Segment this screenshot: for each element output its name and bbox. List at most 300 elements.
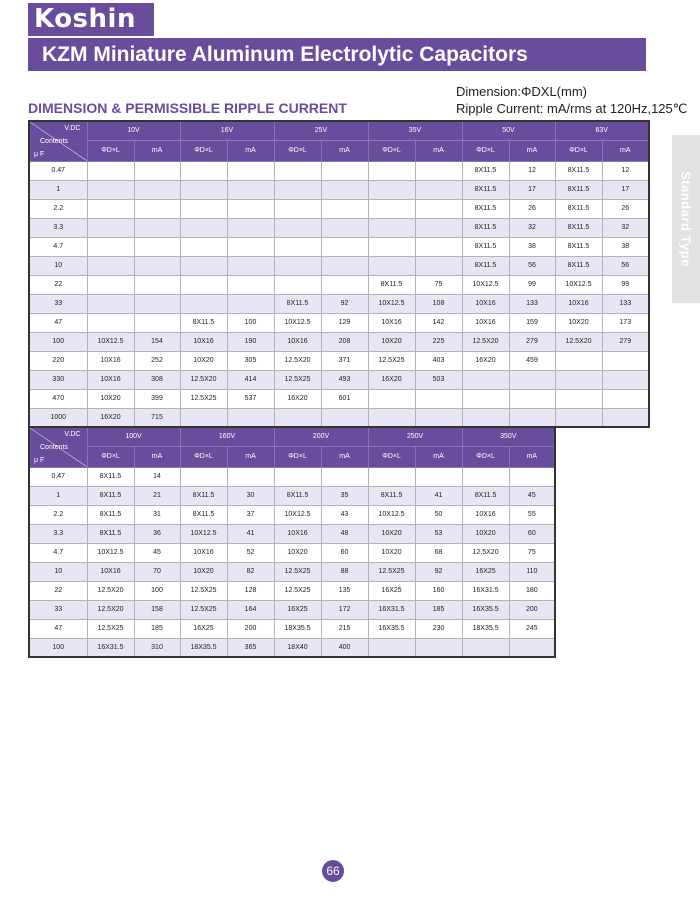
dimension-cell bbox=[180, 256, 227, 275]
table-row bbox=[29, 467, 555, 486]
ripple-current-cell: 75 bbox=[415, 275, 462, 294]
dimension-cell: 12.5X25 bbox=[180, 600, 227, 619]
dimension-cell bbox=[368, 467, 415, 486]
dimension-cell bbox=[274, 275, 321, 294]
dimension-cell bbox=[462, 389, 509, 408]
dimension-cell bbox=[180, 275, 227, 294]
dimension-cell: 12.5X25 bbox=[368, 562, 415, 581]
ripple-current-cell: 56 bbox=[602, 256, 649, 275]
dimension-cell: 10X16 bbox=[368, 313, 415, 332]
dimension-cell: 8X11.5 bbox=[462, 218, 509, 237]
ripple-current-cell: 252 bbox=[134, 351, 180, 370]
dimension-cell: 12.5X25 bbox=[274, 370, 321, 389]
dimension-column-header: ΦD×L bbox=[274, 140, 321, 161]
ripple-current-cell: 30 bbox=[227, 486, 274, 505]
ripple-current-cell: 17 bbox=[509, 180, 555, 199]
capacitance-cell: 220 bbox=[29, 351, 87, 370]
ripple-current-cell: 100 bbox=[134, 581, 180, 600]
dimension-cell bbox=[274, 408, 321, 427]
voltage-header: 10V bbox=[87, 121, 180, 140]
ripple-current-cell: 493 bbox=[321, 370, 368, 389]
dimension-cell: 10X20 bbox=[368, 332, 415, 351]
ripple-current-cell: 31 bbox=[134, 505, 180, 524]
dimension-cell: 16X25 bbox=[180, 619, 227, 638]
corner-vdc-label: V.DC bbox=[64, 125, 81, 132]
dimension-cell bbox=[368, 237, 415, 256]
ripple-current-cell: 400 bbox=[321, 638, 368, 657]
dimension-cell bbox=[462, 408, 509, 427]
table-row bbox=[29, 486, 555, 505]
voltage-header: 35V bbox=[368, 121, 462, 140]
dimension-column-header: ΦD×L bbox=[87, 446, 134, 467]
corner-contents-label: Contents bbox=[40, 138, 69, 145]
ripple-current-cell bbox=[602, 351, 649, 370]
table-row bbox=[29, 199, 649, 218]
dimension-cell: 8X11.5 bbox=[462, 199, 509, 218]
ripple-current-cell bbox=[227, 237, 274, 256]
capacitance-cell: 33 bbox=[29, 600, 87, 619]
ripple-current-cell: 55 bbox=[509, 505, 555, 524]
ripple-current-cell: 45 bbox=[509, 486, 555, 505]
table-body bbox=[29, 161, 649, 427]
dimension-cell: 10X16 bbox=[274, 332, 321, 351]
ripple-current-cell: 503 bbox=[415, 370, 462, 389]
table-row bbox=[29, 638, 555, 657]
dimension-cell: 10X12.5 bbox=[368, 294, 415, 313]
sub-header-row bbox=[29, 446, 555, 467]
dimension-cell: 10X20 bbox=[368, 543, 415, 562]
ripple-current-cell: 82 bbox=[227, 562, 274, 581]
table-row bbox=[29, 313, 649, 332]
ripple-current-cell: 88 bbox=[321, 562, 368, 581]
dimension-cell: 8X11.5 bbox=[462, 256, 509, 275]
dimension-cell: 8X11.5 bbox=[555, 256, 602, 275]
ripple-current-cell bbox=[227, 408, 274, 427]
ripple-current-cell: 537 bbox=[227, 389, 274, 408]
ripple-current-cell: 142 bbox=[415, 313, 462, 332]
dimension-cell bbox=[368, 199, 415, 218]
ripple-current-cell bbox=[227, 180, 274, 199]
dimension-cell: 10X12.5 bbox=[274, 505, 321, 524]
ripple-current-cell: 160 bbox=[415, 581, 462, 600]
table-row bbox=[29, 294, 649, 313]
ripple-current-cell: 60 bbox=[321, 543, 368, 562]
ripple-current-cell bbox=[321, 218, 368, 237]
dimension-cell: 16X25 bbox=[274, 600, 321, 619]
capacitance-cell: 10 bbox=[29, 562, 87, 581]
ripple-current-cell bbox=[227, 467, 274, 486]
dimension-cell: 8X11.5 bbox=[87, 467, 134, 486]
ripple-current-cell: 403 bbox=[415, 351, 462, 370]
voltage-header: 100V bbox=[87, 427, 180, 446]
dimension-cell bbox=[180, 218, 227, 237]
dimension-label: Dimension:ΦDXL(mm) bbox=[456, 84, 588, 99]
capacitance-cell: 33 bbox=[29, 294, 87, 313]
ripple-current-cell: 56 bbox=[509, 256, 555, 275]
dimension-cell: 8X11.5 bbox=[368, 275, 415, 294]
voltage-header: 350V bbox=[462, 427, 555, 446]
dimension-cell: 12.5X25 bbox=[274, 581, 321, 600]
ripple-current-label: Ripple Current: mA/rms at 120Hz,125℃ bbox=[456, 101, 688, 116]
dimension-cell: 10X20 bbox=[462, 524, 509, 543]
ripple-current-cell bbox=[227, 199, 274, 218]
dimension-cell bbox=[274, 218, 321, 237]
dimension-cell: 10X12.5 bbox=[87, 543, 134, 562]
capacitance-cell: 4.7 bbox=[29, 543, 87, 562]
capacitance-cell: 2.2 bbox=[29, 505, 87, 524]
ripple-current-cell: 99 bbox=[602, 275, 649, 294]
dimension-cell: 10X16 bbox=[87, 370, 134, 389]
ripple-current-cell: 41 bbox=[227, 524, 274, 543]
dimension-cell: 8X11.5 bbox=[555, 199, 602, 218]
dimension-cell bbox=[87, 161, 134, 180]
dimension-cell: 8X11.5 bbox=[555, 237, 602, 256]
dimension-cell: 8X11.5 bbox=[87, 486, 134, 505]
dimension-cell: 12.5X20 bbox=[274, 351, 321, 370]
ripple-current-cell: 279 bbox=[602, 332, 649, 351]
ripple-table-low-voltage bbox=[28, 120, 650, 428]
dimension-cell: 8X11.5 bbox=[180, 505, 227, 524]
ripple-column-header: mA bbox=[509, 140, 555, 161]
ripple-current-cell: 133 bbox=[509, 294, 555, 313]
ripple-current-cell bbox=[321, 199, 368, 218]
dimension-cell bbox=[462, 638, 509, 657]
ripple-current-cell: 128 bbox=[227, 581, 274, 600]
dimension-cell: 12.5X25 bbox=[368, 351, 415, 370]
ripple-column-header: mA bbox=[602, 140, 649, 161]
dimension-cell: 10X20 bbox=[555, 313, 602, 332]
ripple-current-cell: 279 bbox=[509, 332, 555, 351]
dimension-cell: 12.5X25 bbox=[87, 619, 134, 638]
ripple-current-cell: 60 bbox=[509, 524, 555, 543]
ripple-current-cell: 37 bbox=[227, 505, 274, 524]
dimension-column-header: ΦD×L bbox=[87, 140, 134, 161]
corner-uf-label: μ F bbox=[34, 456, 45, 464]
ripple-current-cell: 35 bbox=[321, 486, 368, 505]
dimension-cell: 16X31.5 bbox=[462, 581, 509, 600]
dimension-cell bbox=[555, 408, 602, 427]
table-row bbox=[29, 370, 649, 389]
dimension-cell: 12.5X20 bbox=[180, 370, 227, 389]
ripple-current-cell bbox=[134, 218, 180, 237]
ripple-current-cell: 38 bbox=[602, 237, 649, 256]
dimension-cell bbox=[180, 237, 227, 256]
ripple-current-cell bbox=[415, 199, 462, 218]
capacitance-cell: 1000 bbox=[29, 408, 87, 427]
ripple-current-cell: 26 bbox=[602, 199, 649, 218]
ripple-column-header: mA bbox=[321, 140, 368, 161]
ripple-current-cell: 172 bbox=[321, 600, 368, 619]
capacitance-cell: 0.47 bbox=[29, 467, 87, 486]
ripple-column-header: mA bbox=[134, 446, 180, 467]
voltage-header: 16V bbox=[180, 121, 274, 140]
ripple-current-cell: 185 bbox=[415, 600, 462, 619]
ripple-current-cell: 99 bbox=[509, 275, 555, 294]
dimension-cell bbox=[180, 180, 227, 199]
table-row bbox=[29, 237, 649, 256]
ripple-current-cell: 100 bbox=[227, 313, 274, 332]
ripple-current-cell: 158 bbox=[134, 600, 180, 619]
ripple-current-cell: 225 bbox=[415, 332, 462, 351]
ripple-table-high-voltage bbox=[28, 426, 556, 658]
dimension-cell bbox=[274, 237, 321, 256]
dimension-cell: 8X11.5 bbox=[462, 486, 509, 505]
dimension-column-header: ΦD×L bbox=[368, 140, 415, 161]
capacitance-cell: 47 bbox=[29, 619, 87, 638]
dimension-cell: 18X35.5 bbox=[274, 619, 321, 638]
capacitance-cell: 470 bbox=[29, 389, 87, 408]
ripple-current-cell: 38 bbox=[509, 237, 555, 256]
ripple-current-cell: 92 bbox=[415, 562, 462, 581]
dimension-cell: 12.5X25 bbox=[274, 562, 321, 581]
dimension-cell: 10X16 bbox=[555, 294, 602, 313]
table-row bbox=[29, 619, 555, 638]
voltage-header-row bbox=[29, 121, 649, 140]
dimension-cell bbox=[87, 256, 134, 275]
table-row bbox=[29, 543, 555, 562]
ripple-current-cell: 459 bbox=[509, 351, 555, 370]
dimension-cell: 10X16 bbox=[180, 543, 227, 562]
voltage-header: 50V bbox=[462, 121, 555, 140]
ripple-current-cell bbox=[134, 256, 180, 275]
table-body bbox=[29, 467, 555, 657]
ripple-current-cell: 36 bbox=[134, 524, 180, 543]
ripple-current-cell bbox=[321, 237, 368, 256]
dimension-cell: 10X12.5 bbox=[462, 275, 509, 294]
ripple-current-cell bbox=[602, 389, 649, 408]
ripple-current-cell: 53 bbox=[415, 524, 462, 543]
dimension-column-header: ΦD×L bbox=[368, 446, 415, 467]
capacitance-cell: 10 bbox=[29, 256, 87, 275]
dimension-cell: 10X16 bbox=[180, 332, 227, 351]
ripple-current-cell bbox=[415, 638, 462, 657]
dimension-cell: 10X16 bbox=[274, 524, 321, 543]
ripple-current-cell bbox=[134, 161, 180, 180]
voltage-header: 160V bbox=[180, 427, 274, 446]
dimension-cell: 16X35.5 bbox=[368, 619, 415, 638]
ripple-column-header: mA bbox=[509, 446, 555, 467]
dimension-cell: 10X20 bbox=[180, 562, 227, 581]
dimension-cell bbox=[368, 389, 415, 408]
ripple-current-cell: 50 bbox=[415, 505, 462, 524]
dimension-column-header: ΦD×L bbox=[462, 140, 509, 161]
corner-uf-label: μ F bbox=[34, 150, 45, 158]
ripple-current-cell: 17 bbox=[602, 180, 649, 199]
ripple-current-cell: 200 bbox=[227, 619, 274, 638]
ripple-current-cell bbox=[415, 161, 462, 180]
capacitance-cell: 4.7 bbox=[29, 237, 87, 256]
ripple-current-cell bbox=[415, 467, 462, 486]
dimension-cell bbox=[274, 180, 321, 199]
dimension-cell: 8X11.5 bbox=[274, 294, 321, 313]
dimension-cell: 10X16 bbox=[462, 505, 509, 524]
dimension-cell: 8X11.5 bbox=[555, 180, 602, 199]
ripple-current-cell bbox=[321, 180, 368, 199]
ripple-current-cell bbox=[321, 408, 368, 427]
ripple-current-cell: 208 bbox=[321, 332, 368, 351]
dimension-cell bbox=[368, 180, 415, 199]
dimension-cell: 16X25 bbox=[462, 562, 509, 581]
ripple-current-cell bbox=[134, 294, 180, 313]
ripple-current-cell: 21 bbox=[134, 486, 180, 505]
dimension-cell: 18X35.5 bbox=[180, 638, 227, 657]
capacitance-cell: 1 bbox=[29, 180, 87, 199]
dimension-cell: 8X11.5 bbox=[462, 237, 509, 256]
dimension-cell: 18X40 bbox=[274, 638, 321, 657]
ripple-current-cell: 154 bbox=[134, 332, 180, 351]
sub-header-row bbox=[29, 140, 649, 161]
dimension-cell: 18X35.5 bbox=[462, 619, 509, 638]
voltage-header: 25V bbox=[274, 121, 368, 140]
dimension-cell: 8X11.5 bbox=[555, 161, 602, 180]
ripple-current-cell: 48 bbox=[321, 524, 368, 543]
capacitance-cell: 330 bbox=[29, 370, 87, 389]
dimension-cell bbox=[180, 199, 227, 218]
dimension-cell: 10X20 bbox=[368, 524, 415, 543]
dimension-column-header: ΦD×L bbox=[555, 140, 602, 161]
dimension-cell: 10X12.5 bbox=[274, 313, 321, 332]
ripple-current-cell: 365 bbox=[227, 638, 274, 657]
ripple-current-cell: 70 bbox=[134, 562, 180, 581]
dimension-cell bbox=[87, 294, 134, 313]
ripple-current-cell bbox=[134, 237, 180, 256]
ripple-current-cell: 41 bbox=[415, 486, 462, 505]
capacitance-cell: 22 bbox=[29, 275, 87, 294]
ripple-column-header: mA bbox=[227, 140, 274, 161]
dimension-cell bbox=[87, 180, 134, 199]
dimension-cell: 8X11.5 bbox=[87, 524, 134, 543]
dimension-cell: 16X31.5 bbox=[368, 600, 415, 619]
dimension-cell: 10X20 bbox=[274, 543, 321, 562]
dimension-cell: 16X31.5 bbox=[87, 638, 134, 657]
brand-logo: Koshin bbox=[28, 3, 154, 36]
table-row bbox=[29, 180, 649, 199]
ripple-current-cell: 12 bbox=[602, 161, 649, 180]
ripple-current-cell: 32 bbox=[509, 218, 555, 237]
dimension-cell: 12.5X20 bbox=[87, 581, 134, 600]
capacitance-cell: 3.3 bbox=[29, 218, 87, 237]
side-tab-standard-type bbox=[672, 135, 700, 303]
ripple-current-cell bbox=[321, 467, 368, 486]
table-row bbox=[29, 581, 555, 600]
dimension-cell: 8X11.5 bbox=[180, 313, 227, 332]
ripple-current-cell bbox=[415, 218, 462, 237]
table-row bbox=[29, 351, 649, 370]
dimension-column-header: ΦD×L bbox=[180, 140, 227, 161]
capacitance-cell: 0.47 bbox=[29, 161, 87, 180]
ripple-current-cell: 245 bbox=[509, 619, 555, 638]
ripple-current-cell: 371 bbox=[321, 351, 368, 370]
table-corner-header bbox=[29, 121, 87, 161]
capacitance-cell: 2.2 bbox=[29, 199, 87, 218]
dimension-cell bbox=[368, 161, 415, 180]
ripple-current-cell: 601 bbox=[321, 389, 368, 408]
ripple-current-cell: 308 bbox=[134, 370, 180, 389]
capacitance-cell: 1 bbox=[29, 486, 87, 505]
table-row bbox=[29, 218, 649, 237]
ripple-current-cell bbox=[227, 294, 274, 313]
ripple-current-cell: 129 bbox=[321, 313, 368, 332]
dimension-cell bbox=[462, 467, 509, 486]
table-row bbox=[29, 256, 649, 275]
dimension-cell: 12.5X20 bbox=[555, 332, 602, 351]
table-row bbox=[29, 408, 649, 427]
ripple-current-cell: 180 bbox=[509, 581, 555, 600]
ripple-current-cell: 414 bbox=[227, 370, 274, 389]
dimension-cell: 10X12.5 bbox=[180, 524, 227, 543]
ripple-current-cell: 135 bbox=[321, 581, 368, 600]
ripple-current-cell: 185 bbox=[134, 619, 180, 638]
ripple-current-cell: 52 bbox=[227, 543, 274, 562]
ripple-current-cell: 173 bbox=[602, 313, 649, 332]
ripple-column-header: mA bbox=[134, 140, 180, 161]
dimension-cell bbox=[274, 256, 321, 275]
dimension-cell bbox=[180, 161, 227, 180]
ripple-current-cell: 159 bbox=[509, 313, 555, 332]
ripple-current-cell bbox=[602, 370, 649, 389]
dimension-cell bbox=[462, 370, 509, 389]
ripple-current-cell: 43 bbox=[321, 505, 368, 524]
dimension-cell: 10X16 bbox=[87, 351, 134, 370]
dimension-cell bbox=[555, 351, 602, 370]
ripple-current-cell: 26 bbox=[509, 199, 555, 218]
table-row bbox=[29, 389, 649, 408]
ripple-current-cell: 200 bbox=[509, 600, 555, 619]
dimension-cell bbox=[87, 275, 134, 294]
table-row bbox=[29, 275, 649, 294]
ripple-current-cell bbox=[134, 313, 180, 332]
ripple-current-cell: 310 bbox=[134, 638, 180, 657]
ripple-current-cell bbox=[509, 370, 555, 389]
ripple-current-cell: 45 bbox=[134, 543, 180, 562]
voltage-header: 250V bbox=[368, 427, 462, 446]
dimension-cell bbox=[368, 256, 415, 275]
ripple-current-cell: 230 bbox=[415, 619, 462, 638]
dimension-cell: 16X20 bbox=[87, 408, 134, 427]
ripple-current-cell bbox=[321, 161, 368, 180]
ripple-current-cell: 110 bbox=[509, 562, 555, 581]
dimension-cell bbox=[87, 237, 134, 256]
ripple-current-cell bbox=[227, 275, 274, 294]
dimension-cell bbox=[555, 370, 602, 389]
ripple-current-cell bbox=[415, 237, 462, 256]
ripple-current-cell bbox=[134, 199, 180, 218]
dimension-cell: 8X11.5 bbox=[462, 180, 509, 199]
dimension-cell: 10X16 bbox=[87, 562, 134, 581]
dimension-cell: 8X11.5 bbox=[555, 218, 602, 237]
capacitance-cell: 22 bbox=[29, 581, 87, 600]
ripple-current-cell bbox=[321, 256, 368, 275]
page-title: KZM Miniature Aluminum Electrolytic Capacitors bbox=[28, 38, 646, 71]
dimension-column-header: ΦD×L bbox=[180, 446, 227, 467]
dimension-cell: 10X12.5 bbox=[87, 332, 134, 351]
side-tab-label: Standard Type bbox=[678, 171, 694, 267]
dimension-cell: 8X11.5 bbox=[87, 505, 134, 524]
ripple-current-cell: 715 bbox=[134, 408, 180, 427]
dimension-column-header: ΦD×L bbox=[462, 446, 509, 467]
ripple-current-cell bbox=[415, 389, 462, 408]
dimension-cell: 10X20 bbox=[180, 351, 227, 370]
dimension-cell: 10X16 bbox=[462, 313, 509, 332]
dimension-cell bbox=[274, 467, 321, 486]
table-corner-header bbox=[29, 427, 87, 467]
dimension-cell: 16X20 bbox=[462, 351, 509, 370]
ripple-current-cell: 399 bbox=[134, 389, 180, 408]
voltage-header-row bbox=[29, 427, 555, 446]
voltage-header: 200V bbox=[274, 427, 368, 446]
dimension-cell: 8X11.5 bbox=[180, 486, 227, 505]
dimension-cell: 10X12.5 bbox=[555, 275, 602, 294]
